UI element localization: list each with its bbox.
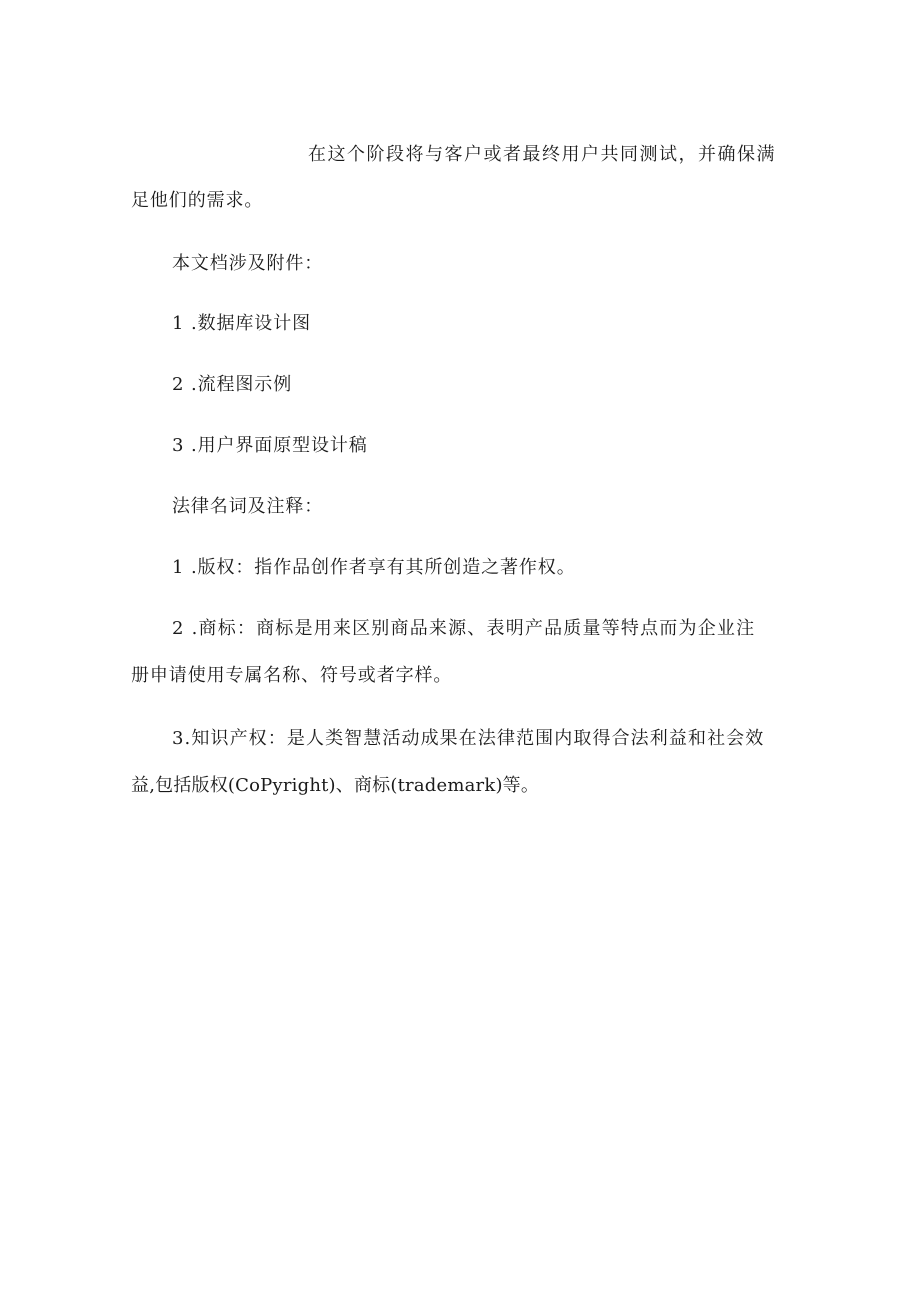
term-copyright: 1 .版权：指作品创作者享有其所创造之著作权。	[172, 557, 576, 578]
term-ip-line-2: 益,包括版权(CoPyright)、商标(trademark)等。	[131, 775, 540, 796]
intro-paragraph-line-1: 在这个阶段将与客户或者最终用户共同测试，并确保满	[308, 144, 776, 165]
attachment-item-flowchart: 2 .流程图示例	[172, 374, 293, 395]
terms-heading: 法律名词及注释：	[172, 496, 324, 517]
term-trademark-line-2: 册申请使用专属名称、符号或者字样。	[131, 665, 453, 686]
intro-paragraph-line-2: 足他们的需求。	[131, 190, 264, 211]
attachment-item-ui-prototype: 3 .用户界面原型设计稿	[172, 435, 368, 456]
term-trademark-line-1: 2 .商标：商标是用来区别商品来源、表明产品质量等特点而为企业注	[172, 618, 756, 639]
attachments-heading: 本文档涉及附件：	[172, 253, 324, 274]
attachment-item-database-design: 1 .数据库设计图	[172, 313, 311, 334]
term-ip-line-1: 3.知识产权：是人类智慧活动成果在法律范围内取得合法利益和社会效	[172, 728, 765, 749]
